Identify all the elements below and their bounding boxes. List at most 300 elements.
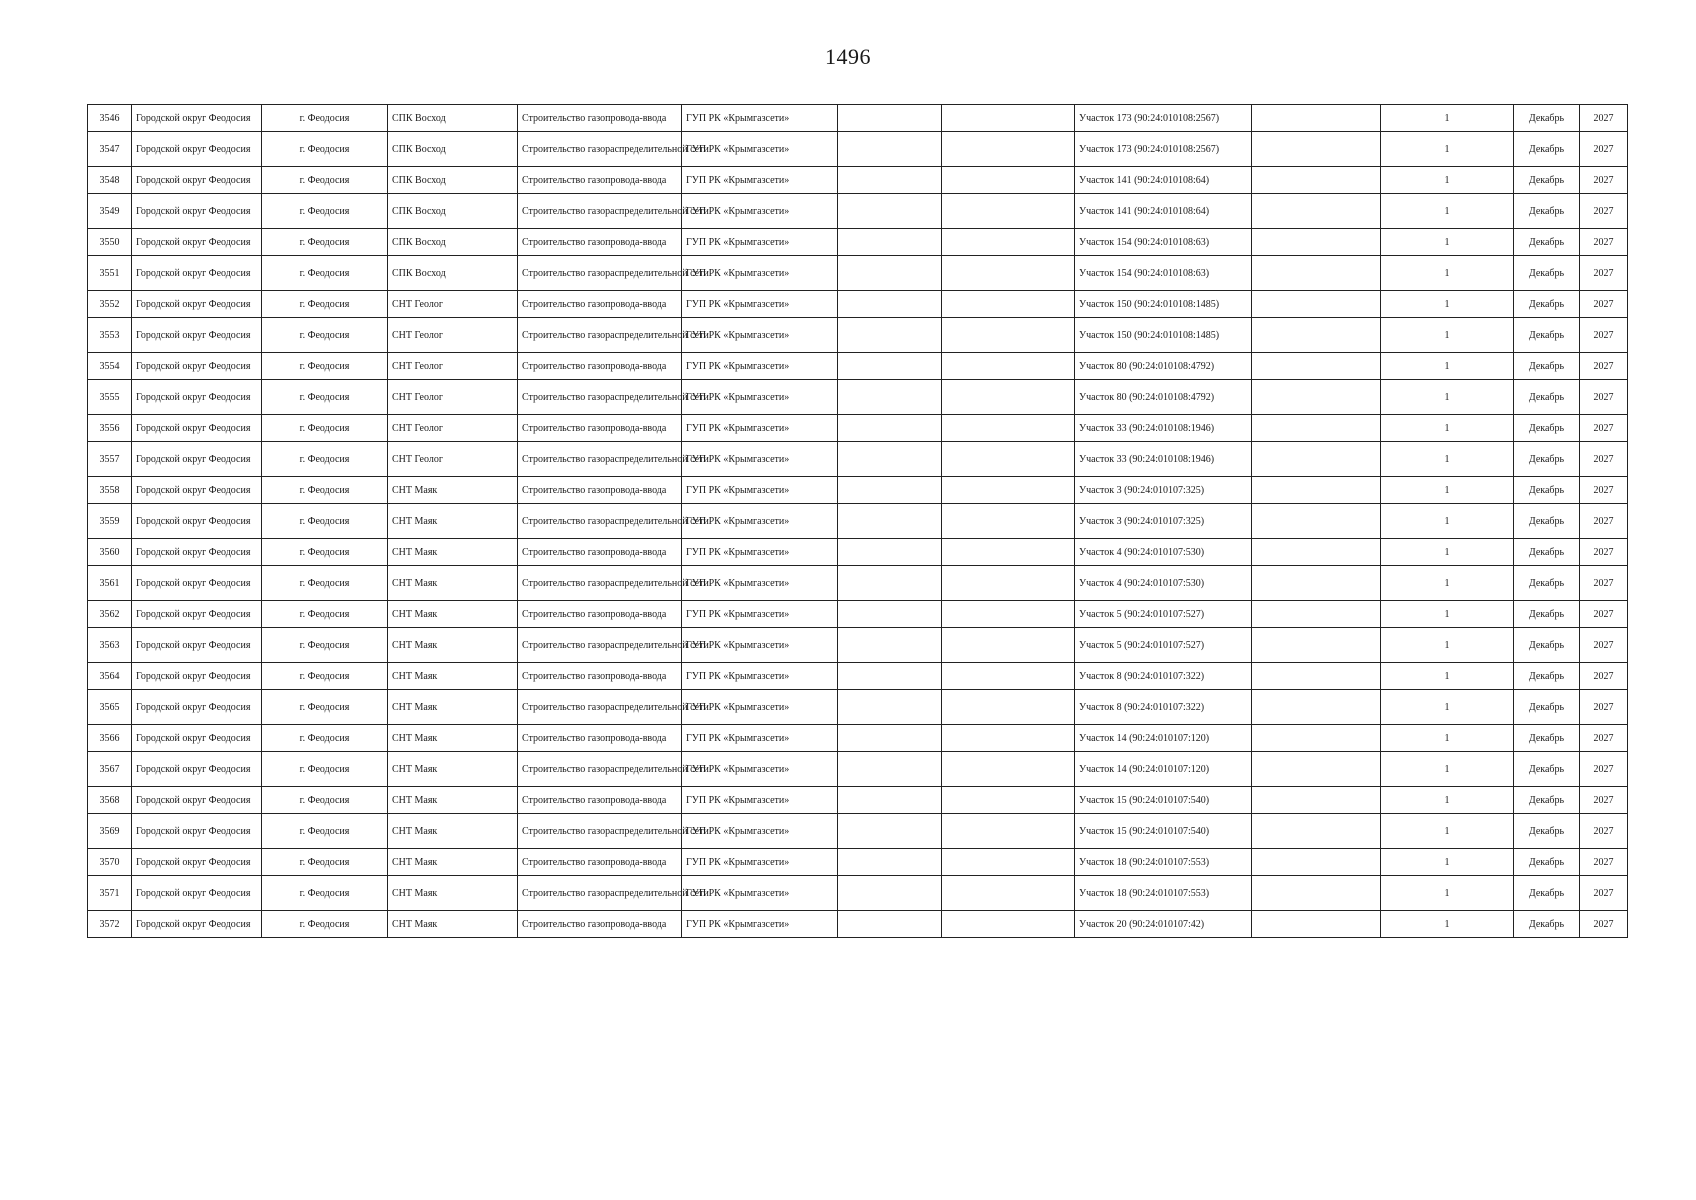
quantity-cell: 1: [1381, 876, 1514, 911]
table-row: [88, 601, 1628, 628]
month-cell: Декабрь: [1514, 539, 1580, 566]
empty-cell-2: [942, 849, 1075, 876]
city-cell: г. Феодосия: [262, 539, 388, 566]
district-cell: Городской округ Феодосия: [132, 167, 262, 194]
empty-cell-1: [838, 539, 942, 566]
district-cell: Городской округ Феодосия: [132, 194, 262, 229]
work-type-cell: Строительство газораспределительной сети: [518, 318, 682, 353]
quantity-cell: 1: [1381, 132, 1514, 167]
table-row: [88, 291, 1628, 318]
district-cell: Городской округ Феодосия: [132, 132, 262, 167]
empty-cell-2: [942, 504, 1075, 539]
organization-cell: ГУП РК «Крымгазсети»: [682, 690, 838, 725]
empty-cell-1: [838, 725, 942, 752]
organization-cell: ГУП РК «Крымгазсети»: [682, 628, 838, 663]
empty-cell-3: [1252, 167, 1381, 194]
organization-cell: ГУП РК «Крымгазсети»: [682, 256, 838, 291]
empty-cell-3: [1252, 194, 1381, 229]
quantity-cell: 1: [1381, 849, 1514, 876]
quantity-cell: 1: [1381, 601, 1514, 628]
row-number-cell: 3549: [88, 194, 132, 229]
table-row: [88, 504, 1628, 539]
organization-cell: ГУП РК «Крымгазсети»: [682, 105, 838, 132]
partnership-cell: СПК Восход: [388, 105, 518, 132]
empty-cell-1: [838, 105, 942, 132]
quantity-cell: 1: [1381, 814, 1514, 849]
row-number-cell: 3569: [88, 814, 132, 849]
land-plot-cell: Участок 20 (90:24:010107:42): [1075, 911, 1252, 938]
land-plot-cell: Участок 80 (90:24:010108:4792): [1075, 353, 1252, 380]
row-number-cell: 3550: [88, 229, 132, 256]
quantity-cell: 1: [1381, 353, 1514, 380]
quantity-cell: 1: [1381, 194, 1514, 229]
empty-cell-1: [838, 442, 942, 477]
row-number-cell: 3561: [88, 566, 132, 601]
district-cell: Городской округ Феодосия: [132, 415, 262, 442]
empty-cell-3: [1252, 353, 1381, 380]
city-cell: г. Феодосия: [262, 380, 388, 415]
month-cell: Декабрь: [1514, 628, 1580, 663]
district-cell: Городской округ Феодосия: [132, 539, 262, 566]
partnership-cell: СНТ Геолог: [388, 318, 518, 353]
city-cell: г. Феодосия: [262, 628, 388, 663]
row-number-cell: 3551: [88, 256, 132, 291]
empty-cell-3: [1252, 105, 1381, 132]
land-plot-cell: Участок 8 (90:24:010107:322): [1075, 690, 1252, 725]
empty-cell-2: [942, 132, 1075, 167]
row-number-cell: 3546: [88, 105, 132, 132]
table-row: [88, 415, 1628, 442]
work-type-cell: Строительство газопровода-ввода: [518, 167, 682, 194]
empty-cell-2: [942, 291, 1075, 318]
quantity-cell: 1: [1381, 318, 1514, 353]
month-cell: Декабрь: [1514, 725, 1580, 752]
organization-cell: ГУП РК «Крымгазсети»: [682, 787, 838, 814]
month-cell: Декабрь: [1514, 814, 1580, 849]
empty-cell-2: [942, 442, 1075, 477]
quantity-cell: 1: [1381, 256, 1514, 291]
year-cell: 2027: [1580, 415, 1628, 442]
empty-cell-3: [1252, 663, 1381, 690]
empty-cell-3: [1252, 752, 1381, 787]
month-cell: Декабрь: [1514, 229, 1580, 256]
work-type-cell: Строительство газопровода-ввода: [518, 539, 682, 566]
land-plot-cell: Участок 5 (90:24:010107:527): [1075, 628, 1252, 663]
empty-cell-3: [1252, 291, 1381, 318]
empty-cell-3: [1252, 787, 1381, 814]
land-plot-cell: Участок 154 (90:24:010108:63): [1075, 256, 1252, 291]
quantity-cell: 1: [1381, 442, 1514, 477]
organization-cell: ГУП РК «Крымгазсети»: [682, 229, 838, 256]
work-type-cell: Строительство газораспределительной сети: [518, 380, 682, 415]
work-type-cell: Строительство газопровода-ввода: [518, 477, 682, 504]
month-cell: Декабрь: [1514, 194, 1580, 229]
empty-cell-1: [838, 477, 942, 504]
table-row: [88, 787, 1628, 814]
month-cell: Декабрь: [1514, 256, 1580, 291]
month-cell: Декабрь: [1514, 752, 1580, 787]
district-cell: Городской округ Феодосия: [132, 504, 262, 539]
partnership-cell: СНТ Маяк: [388, 787, 518, 814]
register-table: [87, 104, 1628, 938]
quantity-cell: 1: [1381, 167, 1514, 194]
empty-cell-1: [838, 814, 942, 849]
district-cell: Городской округ Феодосия: [132, 380, 262, 415]
row-number-cell: 3557: [88, 442, 132, 477]
work-type-cell: Строительство газораспределительной сети: [518, 752, 682, 787]
table-row: [88, 876, 1628, 911]
land-plot-cell: Участок 150 (90:24:010108:1485): [1075, 318, 1252, 353]
organization-cell: ГУП РК «Крымгазсети»: [682, 194, 838, 229]
table-row: [88, 105, 1628, 132]
table-row: [88, 690, 1628, 725]
month-cell: Декабрь: [1514, 318, 1580, 353]
organization-cell: ГУП РК «Крымгазсети»: [682, 663, 838, 690]
table-row: [88, 380, 1628, 415]
partnership-cell: СПК Восход: [388, 256, 518, 291]
organization-cell: ГУП РК «Крымгазсети»: [682, 415, 838, 442]
year-cell: 2027: [1580, 105, 1628, 132]
year-cell: 2027: [1580, 442, 1628, 477]
empty-cell-3: [1252, 229, 1381, 256]
city-cell: г. Феодосия: [262, 132, 388, 167]
table-row: [88, 849, 1628, 876]
row-number-cell: 3563: [88, 628, 132, 663]
year-cell: 2027: [1580, 194, 1628, 229]
organization-cell: ГУП РК «Крымгазсети»: [682, 477, 838, 504]
empty-cell-1: [838, 911, 942, 938]
land-plot-cell: Участок 18 (90:24:010107:553): [1075, 876, 1252, 911]
quantity-cell: 1: [1381, 291, 1514, 318]
empty-cell-1: [838, 167, 942, 194]
land-plot-cell: Участок 5 (90:24:010107:527): [1075, 601, 1252, 628]
empty-cell-3: [1252, 504, 1381, 539]
table-row: [88, 725, 1628, 752]
year-cell: 2027: [1580, 539, 1628, 566]
organization-cell: ГУП РК «Крымгазсети»: [682, 291, 838, 318]
quantity-cell: 1: [1381, 105, 1514, 132]
organization-cell: ГУП РК «Крымгазсети»: [682, 442, 838, 477]
quantity-cell: 1: [1381, 415, 1514, 442]
district-cell: Городской округ Феодосия: [132, 601, 262, 628]
empty-cell-3: [1252, 380, 1381, 415]
land-plot-cell: Участок 4 (90:24:010107:530): [1075, 539, 1252, 566]
month-cell: Декабрь: [1514, 876, 1580, 911]
district-cell: Городской округ Феодосия: [132, 911, 262, 938]
partnership-cell: СПК Восход: [388, 167, 518, 194]
work-type-cell: Строительство газораспределительной сети: [518, 132, 682, 167]
partnership-cell: СНТ Маяк: [388, 849, 518, 876]
quantity-cell: 1: [1381, 539, 1514, 566]
partnership-cell: СНТ Маяк: [388, 504, 518, 539]
organization-cell: ГУП РК «Крымгазсети»: [682, 725, 838, 752]
work-type-cell: Строительство газораспределительной сети: [518, 628, 682, 663]
empty-cell-1: [838, 353, 942, 380]
table-row: [88, 132, 1628, 167]
empty-cell-3: [1252, 415, 1381, 442]
city-cell: г. Феодосия: [262, 194, 388, 229]
partnership-cell: СНТ Маяк: [388, 663, 518, 690]
empty-cell-1: [838, 194, 942, 229]
work-type-cell: Строительство газопровода-ввода: [518, 415, 682, 442]
month-cell: Декабрь: [1514, 787, 1580, 814]
organization-cell: ГУП РК «Крымгазсети»: [682, 752, 838, 787]
table-row: [88, 539, 1628, 566]
row-number-cell: 3558: [88, 477, 132, 504]
district-cell: Городской округ Феодосия: [132, 291, 262, 318]
row-number-cell: 3560: [88, 539, 132, 566]
empty-cell-1: [838, 601, 942, 628]
empty-cell-2: [942, 477, 1075, 504]
empty-cell-2: [942, 566, 1075, 601]
table-row: [88, 318, 1628, 353]
work-type-cell: Строительство газопровода-ввода: [518, 291, 682, 318]
year-cell: 2027: [1580, 911, 1628, 938]
empty-cell-3: [1252, 442, 1381, 477]
city-cell: г. Феодосия: [262, 566, 388, 601]
empty-cell-3: [1252, 318, 1381, 353]
partnership-cell: СНТ Маяк: [388, 690, 518, 725]
table-row: [88, 752, 1628, 787]
year-cell: 2027: [1580, 318, 1628, 353]
organization-cell: ГУП РК «Крымгазсети»: [682, 911, 838, 938]
table-row: [88, 442, 1628, 477]
empty-cell-3: [1252, 539, 1381, 566]
work-type-cell: Строительство газопровода-ввода: [518, 849, 682, 876]
empty-cell-3: [1252, 876, 1381, 911]
partnership-cell: СНТ Геолог: [388, 353, 518, 380]
table-row: [88, 194, 1628, 229]
partnership-cell: СНТ Маяк: [388, 911, 518, 938]
land-plot-cell: Участок 18 (90:24:010107:553): [1075, 849, 1252, 876]
partnership-cell: СНТ Маяк: [388, 752, 518, 787]
work-type-cell: Строительство газопровода-ввода: [518, 105, 682, 132]
city-cell: г. Феодосия: [262, 291, 388, 318]
partnership-cell: СНТ Маяк: [388, 566, 518, 601]
city-cell: г. Феодосия: [262, 415, 388, 442]
district-cell: Городской округ Феодосия: [132, 628, 262, 663]
table-row: [88, 229, 1628, 256]
empty-cell-1: [838, 787, 942, 814]
partnership-cell: СНТ Геолог: [388, 415, 518, 442]
row-number-cell: 3566: [88, 725, 132, 752]
empty-cell-3: [1252, 814, 1381, 849]
district-cell: Городской округ Феодосия: [132, 752, 262, 787]
row-number-cell: 3548: [88, 167, 132, 194]
table-row: [88, 814, 1628, 849]
year-cell: 2027: [1580, 628, 1628, 663]
month-cell: Декабрь: [1514, 442, 1580, 477]
month-cell: Декабрь: [1514, 291, 1580, 318]
city-cell: г. Феодосия: [262, 442, 388, 477]
table-row: [88, 477, 1628, 504]
table-row: [88, 911, 1628, 938]
district-cell: Городской округ Феодосия: [132, 105, 262, 132]
empty-cell-2: [942, 105, 1075, 132]
city-cell: г. Феодосия: [262, 256, 388, 291]
district-cell: Городской округ Феодосия: [132, 477, 262, 504]
year-cell: 2027: [1580, 849, 1628, 876]
empty-cell-2: [942, 752, 1075, 787]
empty-cell-2: [942, 353, 1075, 380]
land-plot-cell: Участок 150 (90:24:010108:1485): [1075, 291, 1252, 318]
partnership-cell: СНТ Маяк: [388, 601, 518, 628]
partnership-cell: СНТ Маяк: [388, 814, 518, 849]
row-number-cell: 3553: [88, 318, 132, 353]
empty-cell-2: [942, 787, 1075, 814]
year-cell: 2027: [1580, 876, 1628, 911]
month-cell: Декабрь: [1514, 601, 1580, 628]
organization-cell: ГУП РК «Крымгазсети»: [682, 353, 838, 380]
month-cell: Декабрь: [1514, 477, 1580, 504]
district-cell: Городской округ Феодосия: [132, 566, 262, 601]
work-type-cell: Строительство газопровода-ввода: [518, 787, 682, 814]
organization-cell: ГУП РК «Крымгазсети»: [682, 167, 838, 194]
empty-cell-2: [942, 318, 1075, 353]
city-cell: г. Феодосия: [262, 911, 388, 938]
empty-cell-1: [838, 663, 942, 690]
empty-cell-1: [838, 752, 942, 787]
table-row: [88, 663, 1628, 690]
empty-cell-3: [1252, 566, 1381, 601]
year-cell: 2027: [1580, 353, 1628, 380]
land-plot-cell: Участок 33 (90:24:010108:1946): [1075, 442, 1252, 477]
year-cell: 2027: [1580, 663, 1628, 690]
organization-cell: ГУП РК «Крымгазсети»: [682, 504, 838, 539]
empty-cell-2: [942, 725, 1075, 752]
year-cell: 2027: [1580, 787, 1628, 814]
work-type-cell: Строительство газопровода-ввода: [518, 353, 682, 380]
work-type-cell: Строительство газопровода-ввода: [518, 725, 682, 752]
empty-cell-1: [838, 849, 942, 876]
partnership-cell: СНТ Геолог: [388, 380, 518, 415]
organization-cell: ГУП РК «Крымгазсети»: [682, 876, 838, 911]
city-cell: г. Феодосия: [262, 229, 388, 256]
empty-cell-1: [838, 566, 942, 601]
city-cell: г. Феодосия: [262, 690, 388, 725]
year-cell: 2027: [1580, 132, 1628, 167]
work-type-cell: Строительство газораспределительной сети: [518, 690, 682, 725]
table-row: [88, 566, 1628, 601]
land-plot-cell: Участок 141 (90:24:010108:64): [1075, 194, 1252, 229]
empty-cell-3: [1252, 725, 1381, 752]
work-type-cell: Строительство газораспределительной сети: [518, 504, 682, 539]
row-number-cell: 3567: [88, 752, 132, 787]
city-cell: г. Феодосия: [262, 752, 388, 787]
work-type-cell: Строительство газопровода-ввода: [518, 911, 682, 938]
month-cell: Декабрь: [1514, 380, 1580, 415]
city-cell: г. Феодосия: [262, 601, 388, 628]
year-cell: 2027: [1580, 601, 1628, 628]
year-cell: 2027: [1580, 291, 1628, 318]
quantity-cell: 1: [1381, 380, 1514, 415]
partnership-cell: СНТ Маяк: [388, 539, 518, 566]
land-plot-cell: Участок 4 (90:24:010107:530): [1075, 566, 1252, 601]
empty-cell-1: [838, 229, 942, 256]
partnership-cell: СПК Восход: [388, 132, 518, 167]
city-cell: г. Феодосия: [262, 477, 388, 504]
district-cell: Городской округ Феодосия: [132, 229, 262, 256]
land-plot-cell: Участок 14 (90:24:010107:120): [1075, 752, 1252, 787]
partnership-cell: СНТ Маяк: [388, 477, 518, 504]
organization-cell: ГУП РК «Крымгазсети»: [682, 539, 838, 566]
quantity-cell: 1: [1381, 690, 1514, 725]
work-type-cell: Строительство газопровода-ввода: [518, 601, 682, 628]
quantity-cell: 1: [1381, 229, 1514, 256]
district-cell: Городской округ Феодосия: [132, 814, 262, 849]
month-cell: Декабрь: [1514, 566, 1580, 601]
land-plot-cell: Участок 173 (90:24:010108:2567): [1075, 105, 1252, 132]
month-cell: Декабрь: [1514, 504, 1580, 539]
empty-cell-3: [1252, 132, 1381, 167]
district-cell: Городской округ Феодосия: [132, 318, 262, 353]
empty-cell-2: [942, 167, 1075, 194]
empty-cell-2: [942, 628, 1075, 663]
work-type-cell: Строительство газораспределительной сети: [518, 194, 682, 229]
land-plot-cell: Участок 3 (90:24:010107:325): [1075, 504, 1252, 539]
work-type-cell: Строительство газопровода-ввода: [518, 229, 682, 256]
empty-cell-3: [1252, 911, 1381, 938]
empty-cell-1: [838, 132, 942, 167]
quantity-cell: 1: [1381, 911, 1514, 938]
empty-cell-2: [942, 663, 1075, 690]
empty-cell-1: [838, 876, 942, 911]
empty-cell-3: [1252, 601, 1381, 628]
land-plot-cell: Участок 3 (90:24:010107:325): [1075, 477, 1252, 504]
empty-cell-1: [838, 690, 942, 725]
quantity-cell: 1: [1381, 725, 1514, 752]
land-plot-cell: Участок 173 (90:24:010108:2567): [1075, 132, 1252, 167]
empty-cell-1: [838, 256, 942, 291]
empty-cell-1: [838, 415, 942, 442]
city-cell: г. Феодосия: [262, 353, 388, 380]
empty-cell-1: [838, 504, 942, 539]
year-cell: 2027: [1580, 504, 1628, 539]
table-row: [88, 256, 1628, 291]
city-cell: г. Феодосия: [262, 725, 388, 752]
organization-cell: ГУП РК «Крымгазсети»: [682, 566, 838, 601]
row-number-cell: 3565: [88, 690, 132, 725]
month-cell: Декабрь: [1514, 415, 1580, 442]
partnership-cell: СПК Восход: [388, 194, 518, 229]
land-plot-cell: Участок 80 (90:24:010108:4792): [1075, 380, 1252, 415]
partnership-cell: СНТ Маяк: [388, 725, 518, 752]
month-cell: Декабрь: [1514, 849, 1580, 876]
row-number-cell: 3556: [88, 415, 132, 442]
empty-cell-2: [942, 911, 1075, 938]
city-cell: г. Феодосия: [262, 318, 388, 353]
land-plot-cell: Участок 15 (90:24:010107:540): [1075, 814, 1252, 849]
year-cell: 2027: [1580, 725, 1628, 752]
organization-cell: ГУП РК «Крымгазсети»: [682, 380, 838, 415]
organization-cell: ГУП РК «Крымгазсети»: [682, 814, 838, 849]
city-cell: г. Феодосия: [262, 105, 388, 132]
work-type-cell: Строительство газораспределительной сети: [518, 442, 682, 477]
land-plot-cell: Участок 154 (90:24:010108:63): [1075, 229, 1252, 256]
land-plot-cell: Участок 14 (90:24:010107:120): [1075, 725, 1252, 752]
empty-cell-2: [942, 229, 1075, 256]
empty-cell-1: [838, 628, 942, 663]
row-number-cell: 3552: [88, 291, 132, 318]
district-cell: Городской округ Феодосия: [132, 442, 262, 477]
year-cell: 2027: [1580, 167, 1628, 194]
row-number-cell: 3564: [88, 663, 132, 690]
row-number-cell: 3571: [88, 876, 132, 911]
work-type-cell: Строительство газопровода-ввода: [518, 663, 682, 690]
row-number-cell: 3562: [88, 601, 132, 628]
work-type-cell: Строительство газораспределительной сети: [518, 566, 682, 601]
empty-cell-1: [838, 291, 942, 318]
